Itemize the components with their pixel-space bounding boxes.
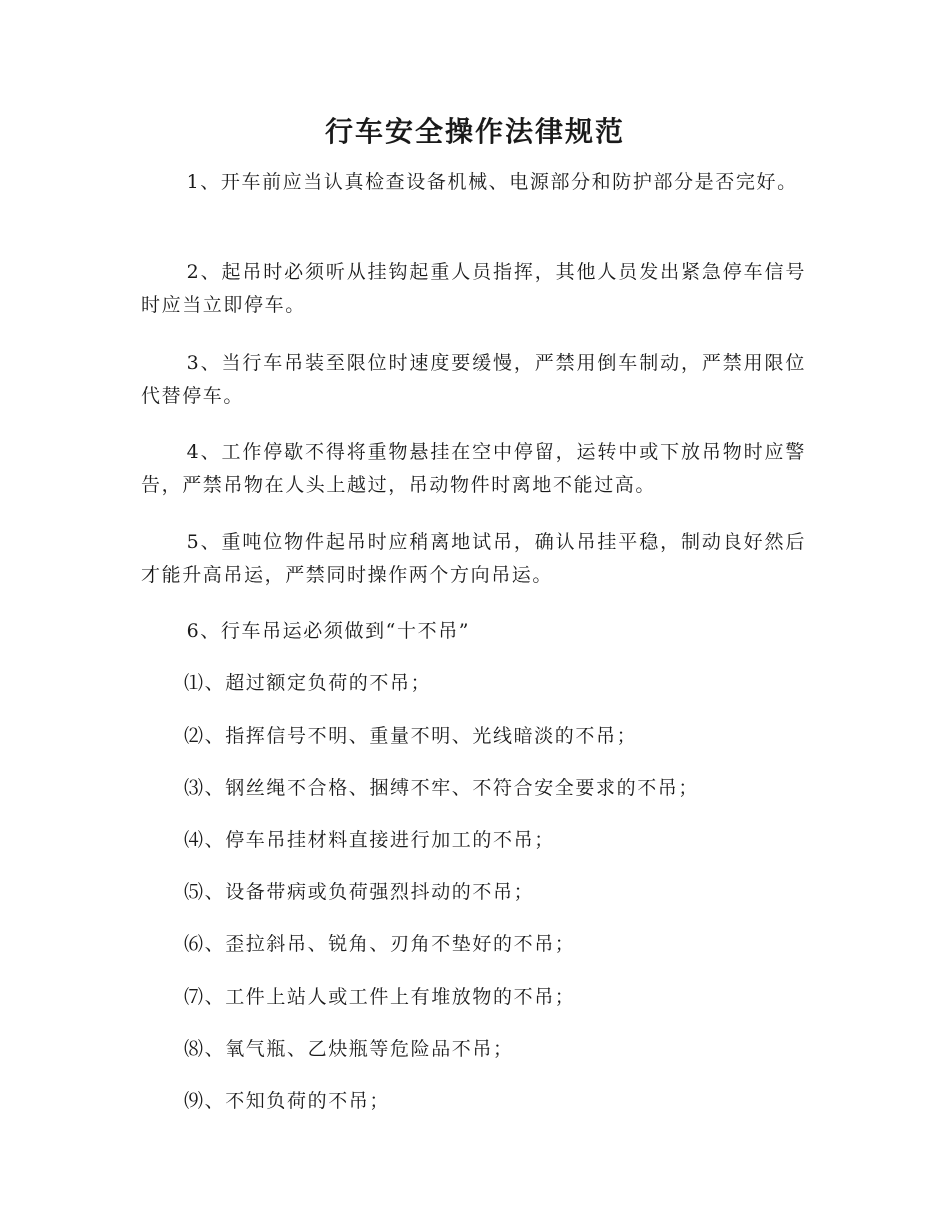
paragraph-1: 1、开车前应当认真检查设备机械、电源部分和防护部分是否完好。 — [186, 171, 798, 193]
list-item-4: ⑷、停车吊挂材料直接进行加工的不吊； — [184, 829, 555, 851]
list-item-9: ⑼、不知负荷的不吊； — [184, 1090, 391, 1112]
paragraph-3: 3、当行车吊装至限位时速度要缓慢，严禁用倒车制动，严禁用限位代替停车。 — [141, 352, 806, 407]
document-title: 行车安全操作法律规范 — [324, 115, 625, 148]
paragraph-2: 2、起吊时必须听从挂钩起重人员指挥，其他人员发出紧急停车信号时应当立即停车。 — [141, 261, 806, 316]
list-item-2: ⑵、指挥信号不明、重量不明、光线暗淡的不吊； — [184, 725, 638, 747]
list-item-1: ⑴、超过额定负荷的不吊； — [184, 672, 432, 694]
list-item-3: ⑶、钢丝绳不合格、捆缚不牢、不符合安全要求的不吊； — [184, 777, 700, 799]
paragraph-5: 5、重吨位物件起吊时应稍离地试吊，确认吊挂平稳，制动良好然后才能升高吊运，严禁同时操作两个方向吊运。 — [141, 531, 806, 586]
list-item-8: ⑻、氧气瓶、乙炔瓶等危险品不吊； — [184, 1038, 514, 1060]
list-item-7: ⑺、工件上站人或工件上有堆放物的不吊； — [184, 986, 576, 1008]
list-item-5: ⑸、设备带病或负荷强烈抖动的不吊； — [184, 881, 535, 903]
list-item-6: ⑹、歪拉斜吊、锐角、刃角不垫好的不吊； — [184, 933, 576, 955]
paragraph-6: 6、行车吊运必须做到“十不吊” — [186, 620, 471, 642]
paragraph-4: 4、工作停歇不得将重物悬挂在空中停留，运转中或下放吊物时应警告，严禁吊物在人头上越过，吊动物件时离地不能过高。 — [141, 441, 806, 496]
